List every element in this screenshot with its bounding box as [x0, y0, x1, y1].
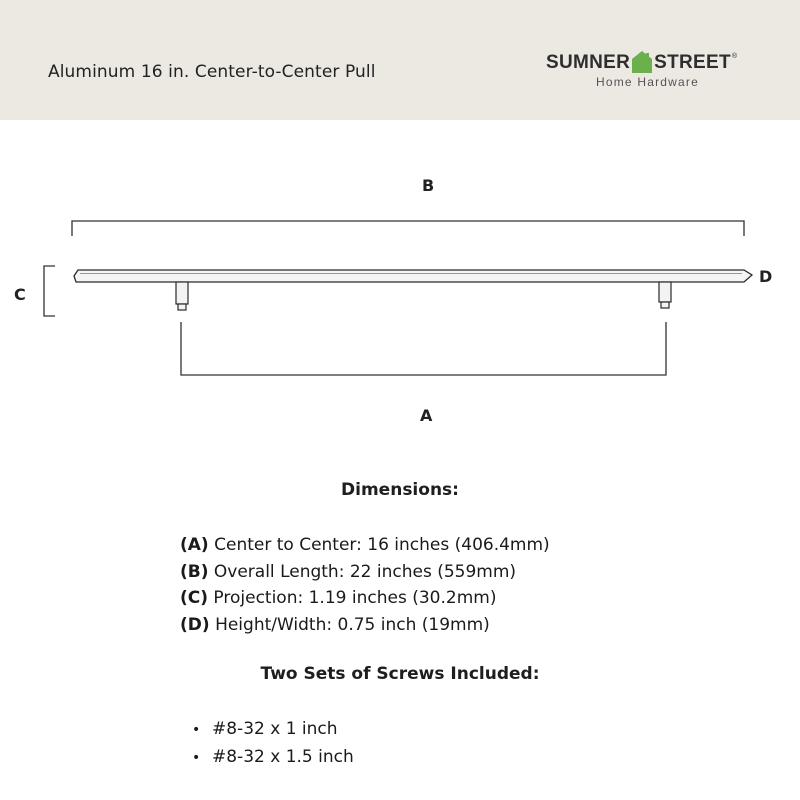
logo-subtitle: Home Hardware	[596, 75, 699, 89]
list-item	[192, 716, 354, 744]
screw-text: #8-32 x 1 inch	[212, 719, 338, 739]
dimension-line-d	[180, 612, 550, 639]
dimension-key: (D)	[180, 614, 210, 635]
screws-heading: Two Sets of Screws Included:	[260, 664, 540, 684]
pull-dimension-diagram	[0, 120, 800, 460]
bracket-a	[181, 322, 666, 375]
dimension-line-b	[180, 559, 550, 586]
dimension-text: Height/Width: 0.75 inch (19mm)	[215, 614, 490, 635]
mounting-post-right	[659, 282, 671, 308]
registered-mark: ®	[731, 53, 738, 60]
logo-word-right: STREET	[654, 52, 731, 73]
dimension-text: Projection: 1.19 inches (30.2mm)	[213, 588, 497, 608]
handle-bar	[74, 270, 752, 282]
dimension-text: Overall Length: 22 inches (559mm)	[213, 561, 517, 582]
label-a: A	[420, 406, 433, 425]
dimension-key: (A)	[180, 535, 209, 555]
header-bar	[0, 0, 800, 120]
dimension-key: (C)	[180, 588, 209, 608]
list-item	[192, 744, 354, 772]
bracket-b	[72, 221, 744, 236]
dimension-text: Center to Center: 16 inches (406.4mm)	[214, 535, 550, 555]
bracket-c	[44, 266, 55, 316]
screw-text: #8-32 x 1.5 inch	[212, 746, 354, 767]
dimensions-heading: Dimensions:	[341, 480, 459, 500]
brand-logo	[546, 50, 766, 100]
label-c: C	[14, 285, 26, 304]
label-b: B	[422, 176, 435, 195]
logo-word-left: SUMNER	[546, 52, 631, 73]
mounting-post-left	[176, 282, 188, 310]
dimension-line-c	[180, 585, 550, 612]
dimension-key: (B)	[180, 561, 209, 582]
dimension-line-a	[180, 532, 550, 559]
house-icon	[631, 50, 653, 74]
screws-list	[192, 716, 354, 771]
bullet-icon: •	[192, 749, 201, 766]
product-title: Aluminum 16 in. Center-to-Center Pull	[48, 62, 376, 82]
dimensions-list	[180, 532, 550, 638]
label-d: D	[759, 267, 773, 286]
bullet-icon: •	[192, 722, 201, 738]
